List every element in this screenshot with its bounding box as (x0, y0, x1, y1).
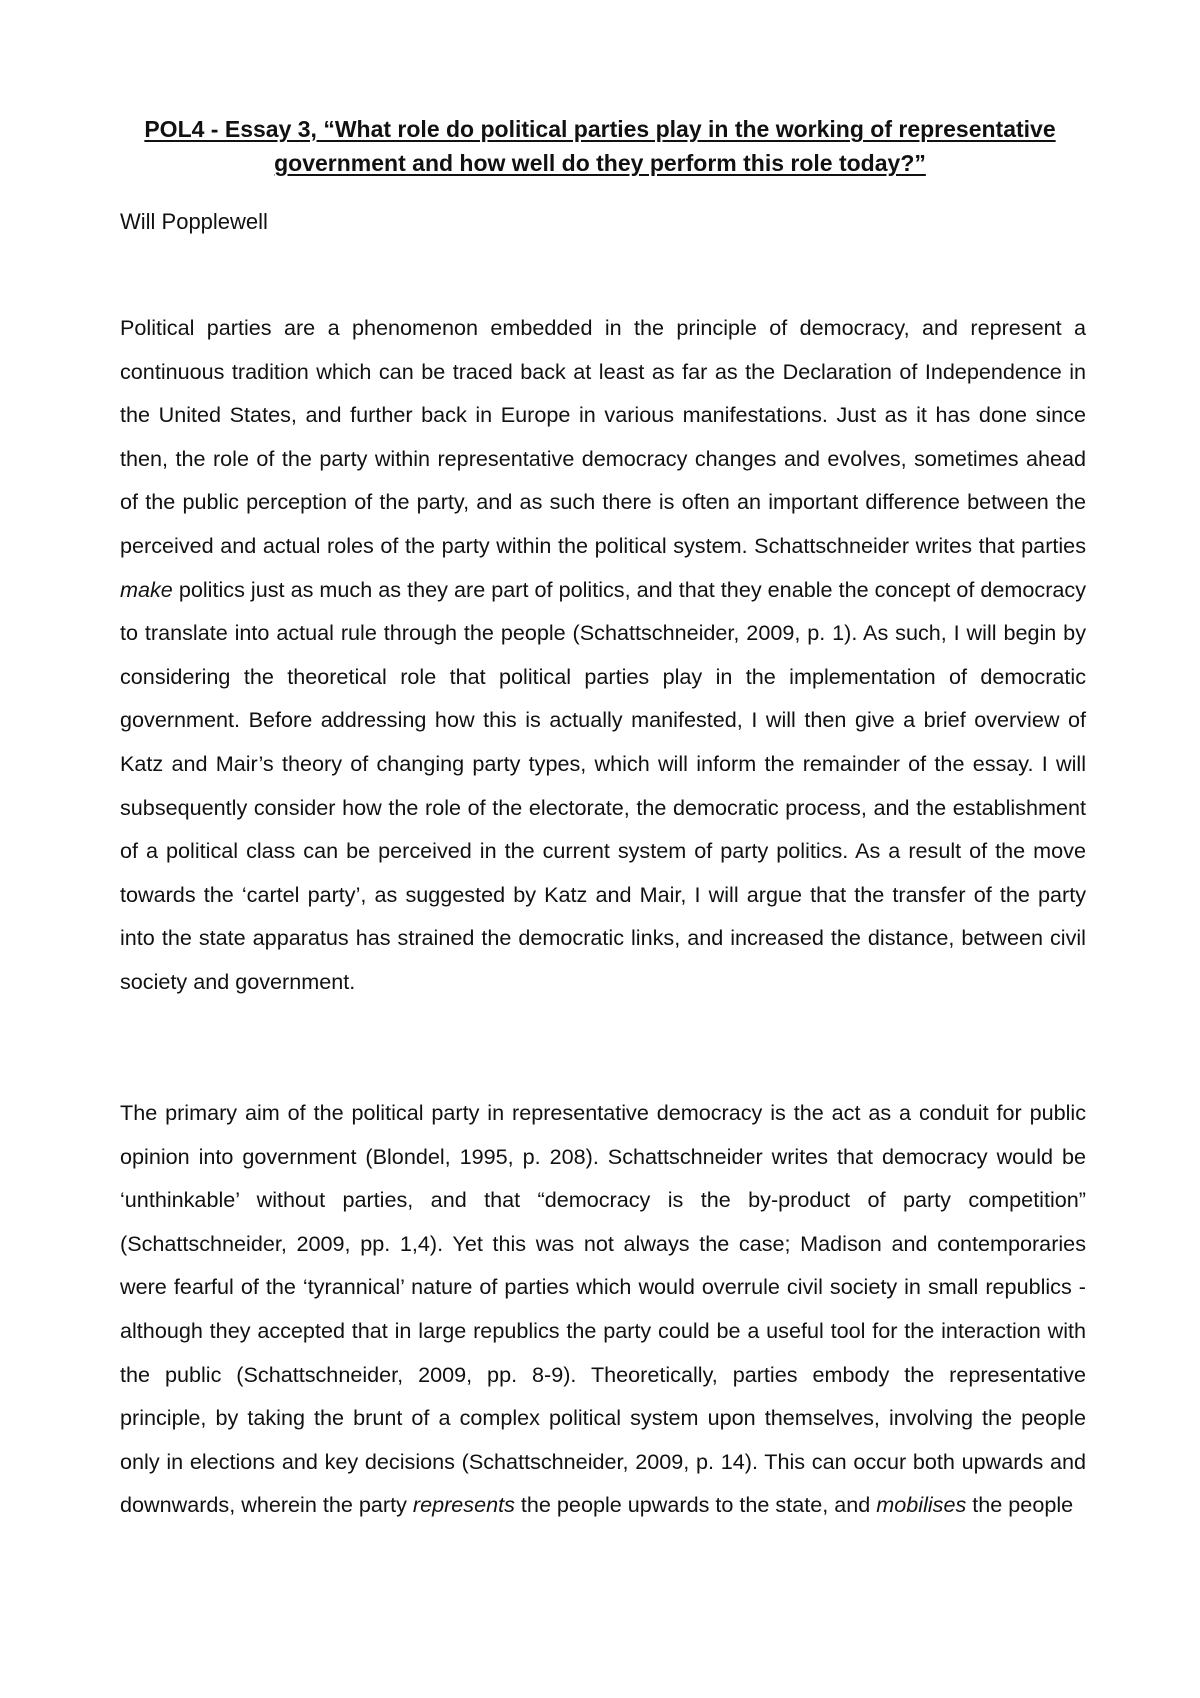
paragraph-2-text-a: The primary aim of the political party in representative democracy is the act as a conduit for public opinion into government (Blondel, 1995, p. 208). Schattschneider writes that democracy would be ‘unthinkable’ without parties, and that “democracy is the by-product of party competition” (Schattschneider, 2009, pp. 1,4). Yet this was not always the case; Madison and contemporaries were fearful of the ‘tyrannical’ nature of parties which would overrule civil society in small republics - although they accepted that in large republics the party could be a useful tool for the interaction with the public (Schattschneider, 2009, pp. 8-9). Theoretically, parties embody the representative principle, by taking the brunt of a complex political system upon themselves, involving the people only in elections and key decisions (Schattschneider, 2009, p. 14). This can occur both upwards and downwards, wherein the party (120, 1100, 1086, 1518)
paragraph-2-text-b: the people upwards to the state, and (514, 1492, 877, 1518)
body-paragraph-1 (120, 306, 1086, 1004)
paragraph-2-text-c: the people (966, 1492, 1074, 1518)
paragraph-1-text-b: politics just as much as they are part of politics, and that they enable the concept of democracy to translate into actual rule through the people (Schattschneider, 2009, p. 1). As such, I will begin by considering the theoretical role that political parties play in the implementation of democratic government. Before addressing how this is actually manifested, I will then give a brief overview of Katz and Mair’s theory of changing party types, which will inform the remainder of the essay. I will subsequently consider how the role of the electorate, the democratic process, and the establishment of a political class can be perceived in the current system of party politics. As a result of the move towards the ‘cartel party’, as suggested by Katz and Mair, I will argue that the transfer of the party into the state apparatus has strained the democratic links, and increased the distance, between civil society and government. (120, 576, 1086, 994)
paragraph-1-text-a: Political parties are a phenomenon embedded in the principle of democracy, and represent a continuous tradition which can be traced back at least as far as the Declaration of Independence in the United States, and further back in Europe in various manifestations. Just as it has done since then, the role of the party within representative democracy changes and evolves, sometimes ahead of the public perception of the party, and as such there is often an important difference between the perceived and actual roles of the party within the political system. Schattschneider writes that parties (120, 315, 1086, 558)
essay-title: POL4 - Essay 3, “What role do political parties play in the working of representative government and how well do they perform this role today?” (144, 116, 1056, 176)
body-paragraph-2 (120, 1091, 1086, 1527)
paragraph-2-emphasis-mobilises: mobilises (876, 1492, 967, 1518)
paragraph-1-emphasis-make: make (120, 576, 173, 602)
paragraph-2-emphasis-represents: represents (412, 1492, 515, 1518)
author-name: Will Popplewell (120, 209, 268, 234)
